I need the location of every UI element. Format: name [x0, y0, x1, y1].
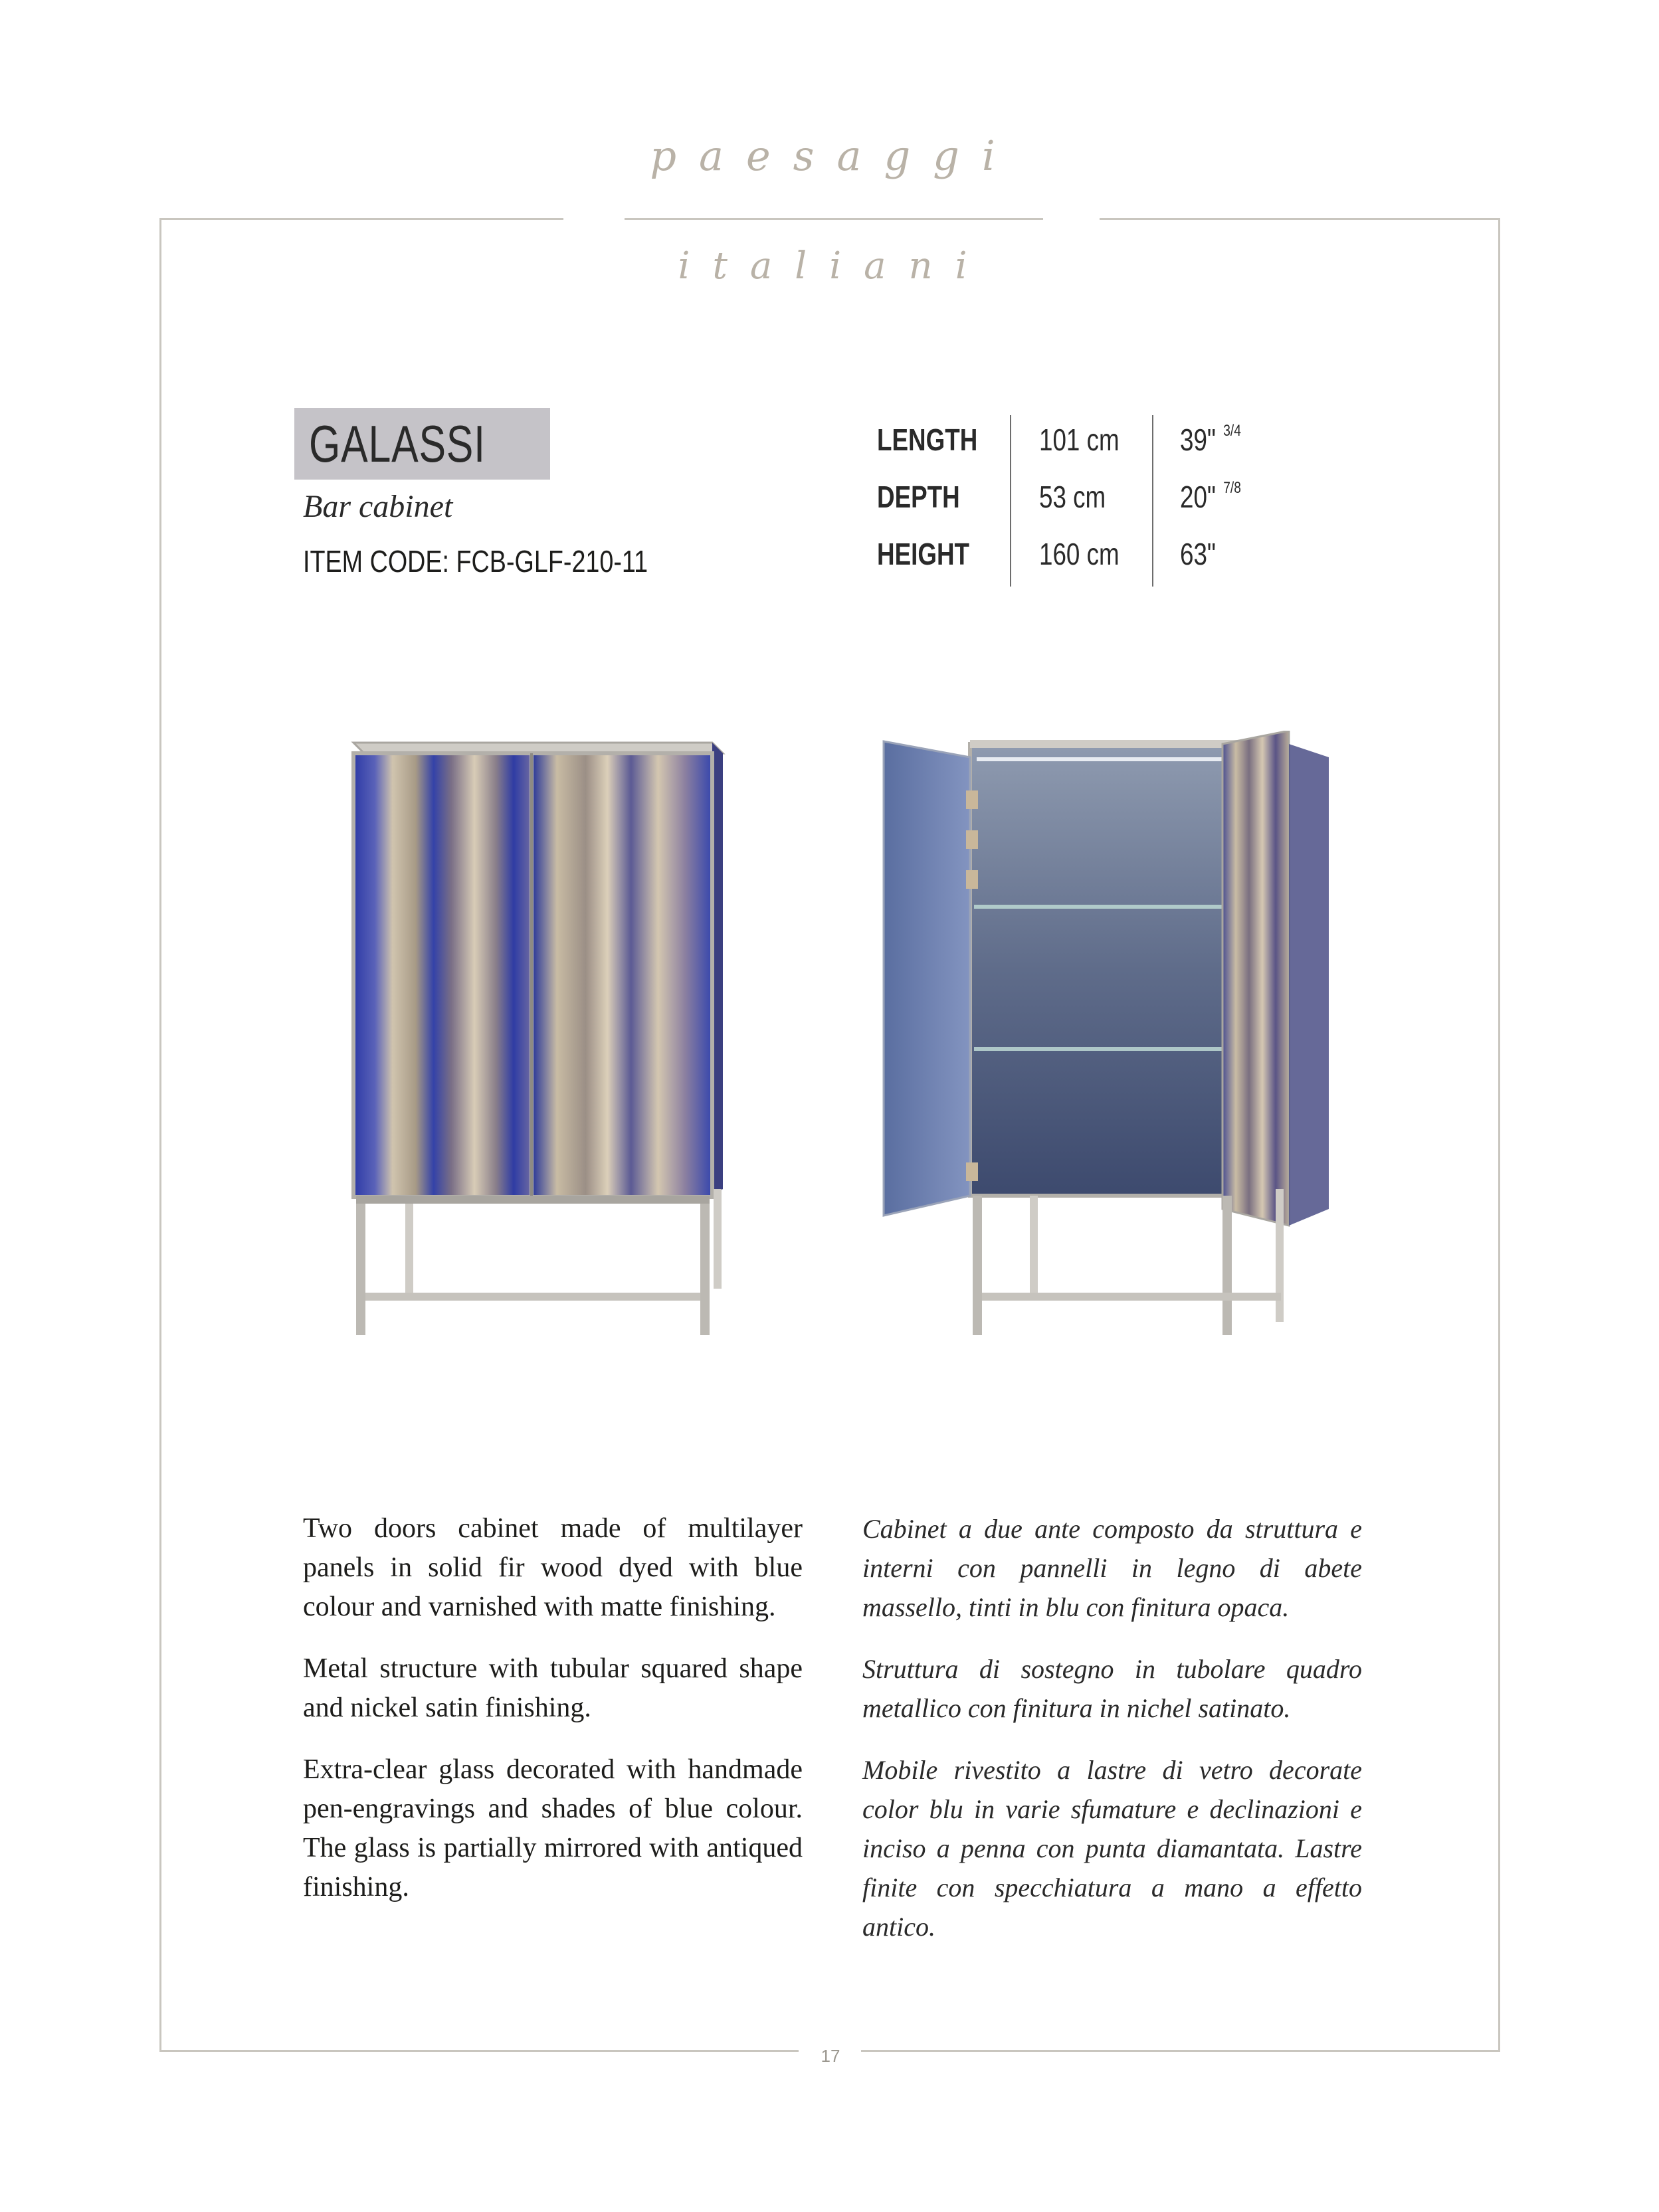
dimension-cm: 101 cm [1039, 422, 1120, 457]
cabinet-open-illustration [864, 731, 1369, 1348]
dimension-inches: 63" [1180, 537, 1216, 571]
product-title: GALASSI [309, 414, 486, 473]
dimension-fraction: 3/4 [1223, 422, 1241, 440]
dimension-inches: 39" $^{3/4}$ [1180, 422, 1241, 457]
dimension-fraction: 7/8 [1223, 479, 1241, 497]
dimension-cm: 53 cm [1039, 480, 1106, 514]
cabinet-closed-illustration [332, 731, 744, 1348]
frame-bottom-right [861, 2050, 1500, 2052]
logo-word-bottom: italiani [678, 244, 990, 288]
logo-word-top: paesaggi [650, 132, 1018, 180]
frame-left [159, 218, 161, 2051]
dimension-row-depth [877, 479, 1289, 519]
logo-divider [625, 218, 1043, 220]
cabinet-closed-photo [332, 731, 744, 1348]
item-code: ITEM CODE: FCB-GLF-210-11 [303, 544, 648, 579]
description-english [303, 1509, 803, 1930]
cabinet-open-photo [864, 731, 1369, 1348]
description-italian [862, 1509, 1362, 1969]
frame-right [1498, 218, 1500, 2051]
frame-top-left [159, 218, 563, 220]
dimension-row-length [877, 422, 1289, 462]
description-paragraph: Extra-clear glass decorated with handmade pen-engravings and shades of blue colour. The glass is partially mirrored with antiqued finishing. [303, 1754, 803, 1902]
dimension-label: DEPTH [877, 480, 960, 514]
frame-bottom-left [159, 2050, 799, 2052]
product-title-box [294, 408, 550, 480]
description-paragraph: Metal structure with tubular squared shape and nickel satin finishing. [303, 1653, 803, 1723]
dimension-label: HEIGHT [877, 537, 970, 571]
frame-top-right [1100, 218, 1500, 220]
dimension-inches: 20" $^{7/8}$ [1180, 479, 1241, 514]
dimension-label: LENGTH [877, 422, 978, 457]
dimension-cm: 160 cm [1039, 537, 1120, 571]
description-paragraph: Two doors cabinet made of multilayer panels in solid fir wood dyed with blue colour and varnished with matte finishing. [303, 1513, 803, 1622]
page-number: 17 [821, 2046, 840, 2066]
brand-logo [625, 126, 1043, 312]
dimension-row-height [877, 536, 1289, 576]
description-paragraph: Struttura di sostegno in tubolare quadro metallico con finitura in nichel satinato. [862, 1654, 1362, 1723]
description-paragraph: Cabinet a due ante composto da struttura e interni con pannelli in legno di abete massello, tinti in blu con finitura opaca. [862, 1514, 1362, 1622]
dimensions-table [877, 415, 1289, 588]
description-paragraph: Mobile rivestito a lastre di vetro decorate color blu in varie sfumature e declinazioni e inciso a penna con punta diamantata. Lastre finite con specchiatura a mano a effetto antico. [862, 1755, 1362, 1942]
product-type: Bar cabinet [303, 489, 453, 524]
